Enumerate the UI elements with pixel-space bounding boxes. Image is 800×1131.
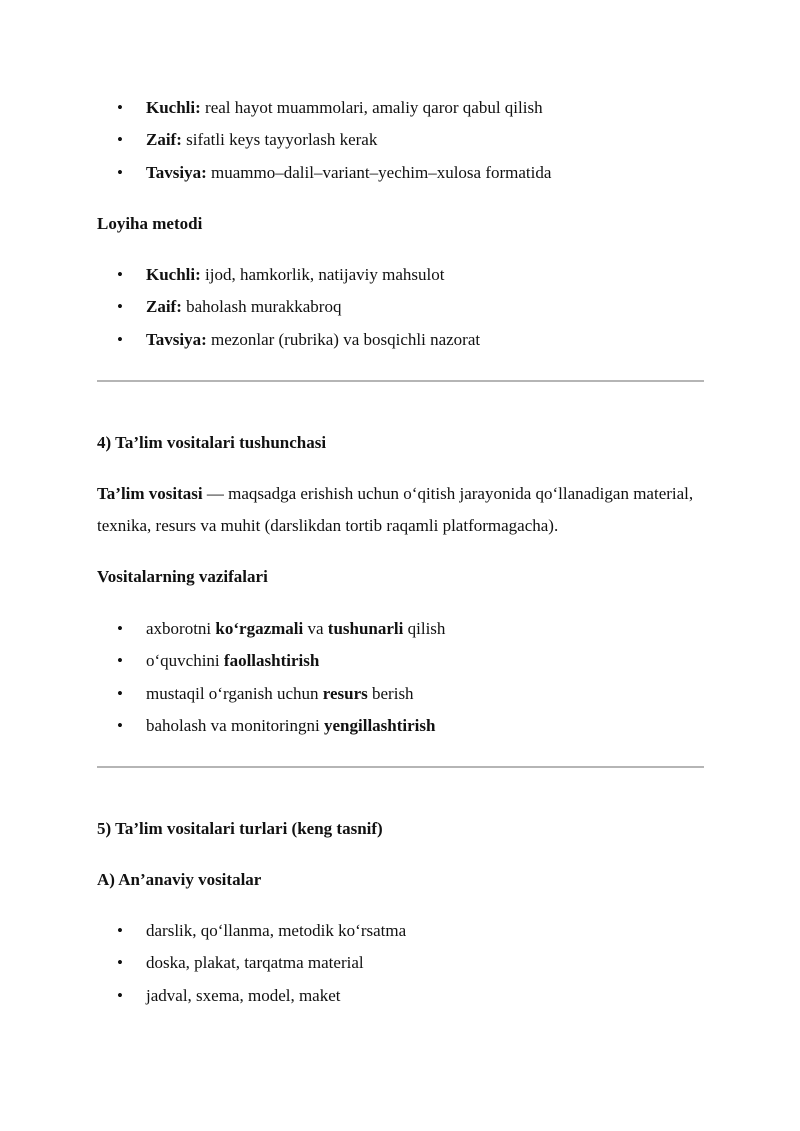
item-text: muammo–dalil–variant–yechim–xulosa formatida [206,162,552,182]
sub-a-list [97,921,704,1018]
item-label: Kuchli: [146,265,201,284]
item-label: Zaif: [146,297,182,317]
functions-heading: Vositalarning vazifalari [97,567,268,586]
bold-text: resurs [322,683,368,703]
definition-term: Ta’lim vositasi [97,484,203,503]
sub-a-heading: A) An’anaviy vositalar [97,870,262,889]
list-item: • doska, plakat, tarqatma material [97,953,704,985]
bold-text: ko‘rgazmali [215,619,304,638]
definition-paragraph [97,478,704,542]
definition-text: — maqsadga erishish uchun o‘qitish jarayonida qo‘llanadigan material, texnika, resurs va muhit (darslikdan tortib raqamli platformagacha). [97,484,694,535]
functions-list [97,619,704,748]
project-method-heading: Loyiha metodi [97,214,203,233]
item-text: sifatli keys tayyorlash kerak [181,130,378,150]
section-divider [97,766,704,768]
section5-heading: 5) Ta’lim vositalari turlari (keng tasnif) [97,819,383,838]
bold-text: tushunarli [327,619,404,638]
list-item [97,98,704,130]
text: qilish [403,619,446,638]
text: baholash va monitoringni [146,715,325,735]
list-item: • jadval, sxema, model, maket [97,986,704,1018]
list-item [97,619,704,651]
item-text: mezonlar (rubrika) va bosqichli nazorat [206,329,481,349]
list-item [97,130,704,162]
text: o‘quvchini [146,651,224,671]
list-item [97,716,704,748]
project-method-list [97,265,704,362]
item-label: Tavsiya: [146,329,207,349]
list-item [97,297,704,329]
text: mustaqil o‘rganish uchun [146,683,323,703]
item-label: Zaif: [146,130,182,150]
case-method-list [97,98,704,195]
list-item: • darslik, qo‘llanma, metodik ko‘rsatma [97,921,704,953]
list-item [97,330,704,362]
section-divider [97,380,704,382]
list-item [97,163,704,195]
list-item [97,651,704,683]
item-label: Kuchli: [146,98,201,117]
item-text: baholash murakkabroq [181,297,342,317]
item-text: ijod, hamkorlik, natijaviy mahsulot [200,265,445,284]
text: berish [367,683,414,703]
list-item [97,684,704,716]
text: va [303,619,328,638]
bold-text: faollashtirish [223,651,320,671]
bold-text: yengillashtirish [324,715,436,735]
text: axborotni [146,619,216,638]
item-text: real hayot muammolari, amaliy qaror qabul qilish [200,98,543,117]
section4-heading: 4) Ta’lim vositalari tushunchasi [97,433,327,452]
list-item [97,265,704,297]
item-label: Tavsiya: [146,162,207,182]
